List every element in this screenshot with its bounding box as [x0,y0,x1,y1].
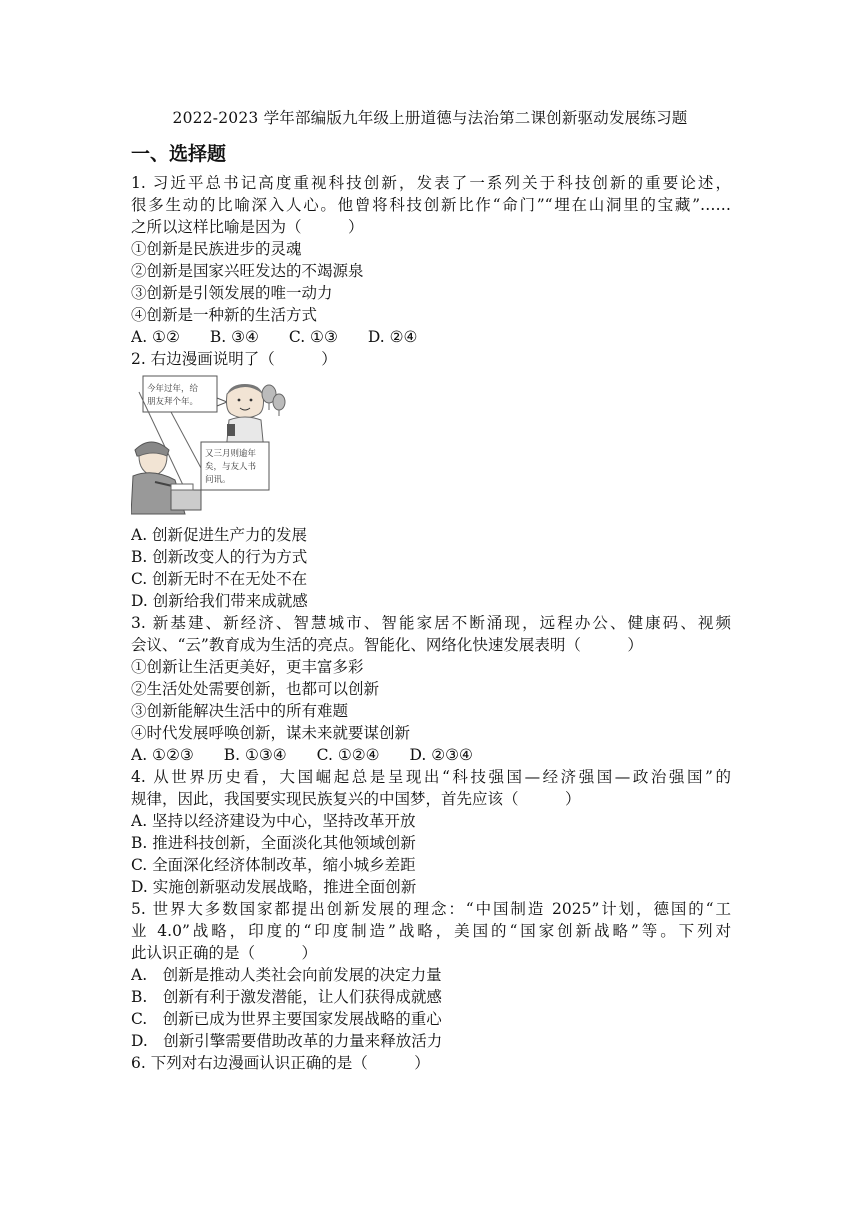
question-1 [131,172,731,348]
question-5 [131,898,731,1052]
question-5-stem-line-3: 此认识正确的是（ ） [131,944,318,962]
question-2 [131,348,731,612]
question-5-option-b[interactable]: B. 创新有利于激发潜能，让人们获得成就感 [131,988,442,1006]
question-1-stem-line-3: 之所以这样比喻是因为（ ） [131,218,364,236]
question-3-options [131,744,731,766]
question-5-stem-line-2: 业 4.0”战略，印度的“印度制造”战略，美国的“国家创新战略”等。下列对 [131,922,731,940]
question-4 [131,766,731,898]
question-3-item-3: ③创新能解决生活中的所有难题 [131,702,349,720]
question-3 [131,612,731,766]
question-4-option-d[interactable]: D. 实施创新驱动发展战略，推进全面创新 [131,878,417,896]
question-3-option-c[interactable]: C. ①②④ [316,746,380,764]
bubble-bottom-line-1: 又三月则逾年 [205,449,257,459]
question-list [131,172,731,1074]
lantern-icon [262,385,285,416]
question-3-option-b[interactable]: B. ①③④ [223,746,287,764]
question-3-stem-line-2: 会议、“云”教育成为生活的亮点。智能化、网络化快速发展表明（ ） [131,636,643,654]
question-2-stem: 2. 右边漫画说明了（ ） [131,350,337,368]
question-1-option-b[interactable]: B. ③④ [209,328,259,346]
question-6-stem: 6. 下列对右边漫画认识正确的是（ ） [131,1054,430,1072]
question-3-option-a[interactable]: A. ①②③ [131,746,194,764]
bubble-top-line-2: 朋友拜个年。 [147,397,199,407]
question-5-option-c[interactable]: C. 创新已成为世界主要国家发展战略的重心 [131,1010,442,1028]
question-1-options [131,326,731,348]
question-1-option-a[interactable]: A. ①② [131,328,180,346]
question-4-option-c[interactable]: C. 全面深化经济体制改革，缩小城乡差距 [131,856,416,874]
document-title: 2022-2023 学年部编版九年级上册道德与法治第二课创新驱动发展练习题 [172,109,688,127]
question-3-item-4: ④时代发展呼唤创新，谋未来就要谋创新 [131,724,411,742]
bubble-top-line-1: 今年过年，给 [147,384,199,394]
question-4-option-b[interactable]: B. 推进科技创新，全面淡化其他领域创新 [131,834,416,852]
question-1-item-3: ③创新是引领发展的唯一动力 [131,284,333,302]
question-5-stem-line-1: 5. 世界大多数国家都提出创新发展的理念：“中国制造 2025”计划，德国的“工 [131,900,731,918]
question-3-stem-line-1: 3. 新基建、新经济、智慧城市、智能家居不断涌现，远程办公、健康码、视频 [131,614,731,632]
question-4-stem-line-2: 规律，因此，我国要实现民族复兴的中国梦，首先应该（ ） [131,790,581,808]
question-2-option-c[interactable]: C. 创新无时不在无处不在 [131,570,308,588]
bubble-bottom-line-3: 问讯。 [205,475,231,485]
question-2-option-a[interactable]: A. 创新促进生产力的发展 [131,526,308,544]
question-2-option-d[interactable]: D. 创新给我们带来成就感 [131,592,308,610]
question-3-item-1: ①创新让生活更美好，更丰富多彩 [131,658,364,676]
question-4-option-a[interactable]: A. 坚持以经济建设为中心，坚持改革开放 [131,812,416,830]
question-6 [131,1052,731,1074]
question-5-option-d[interactable]: D. 创新引擎需要借助改革的力量来释放活力 [131,1032,443,1050]
section-heading: 一、选择题 [131,143,227,165]
question-1-option-c[interactable]: C. ①③ [288,328,338,346]
question-1-stem-line-2: 很多生动的比喻深入人心。他曾将科技创新比作“命门”“埋在山洞里的宝藏”…… [131,196,731,214]
question-1-item-2: ②创新是国家兴旺发达的不竭源泉 [131,262,364,280]
bubble-bottom-line-2: 矣，与友人书 [205,462,257,472]
cartoon-image [131,372,286,520]
question-1-item-1: ①创新是民族进步的灵魂 [131,240,302,258]
question-1-option-d[interactable]: D. ②④ [367,328,418,346]
question-2-option-b[interactable]: B. 创新改变人的行为方式 [131,548,308,566]
question-4-stem-line-1: 4. 从世界历史看，大国崛起总是呈现出“科技强国—经济强国—政治强国”的 [131,768,731,786]
question-3-item-2: ②生活处处需要创新，也都可以创新 [131,680,380,698]
question-5-option-a[interactable]: A. 创新是推动人类社会向前发展的决定力量 [131,966,442,984]
question-3-option-d[interactable]: D. ②③④ [409,746,473,764]
question-1-item-4: ④创新是一种新的生活方式 [131,306,318,324]
scholar-figure [131,442,201,514]
question-1-stem-line-1: 1. 习近平总书记高度重视科技创新，发表了一系列关于科技创新的重要论述， [131,174,731,192]
